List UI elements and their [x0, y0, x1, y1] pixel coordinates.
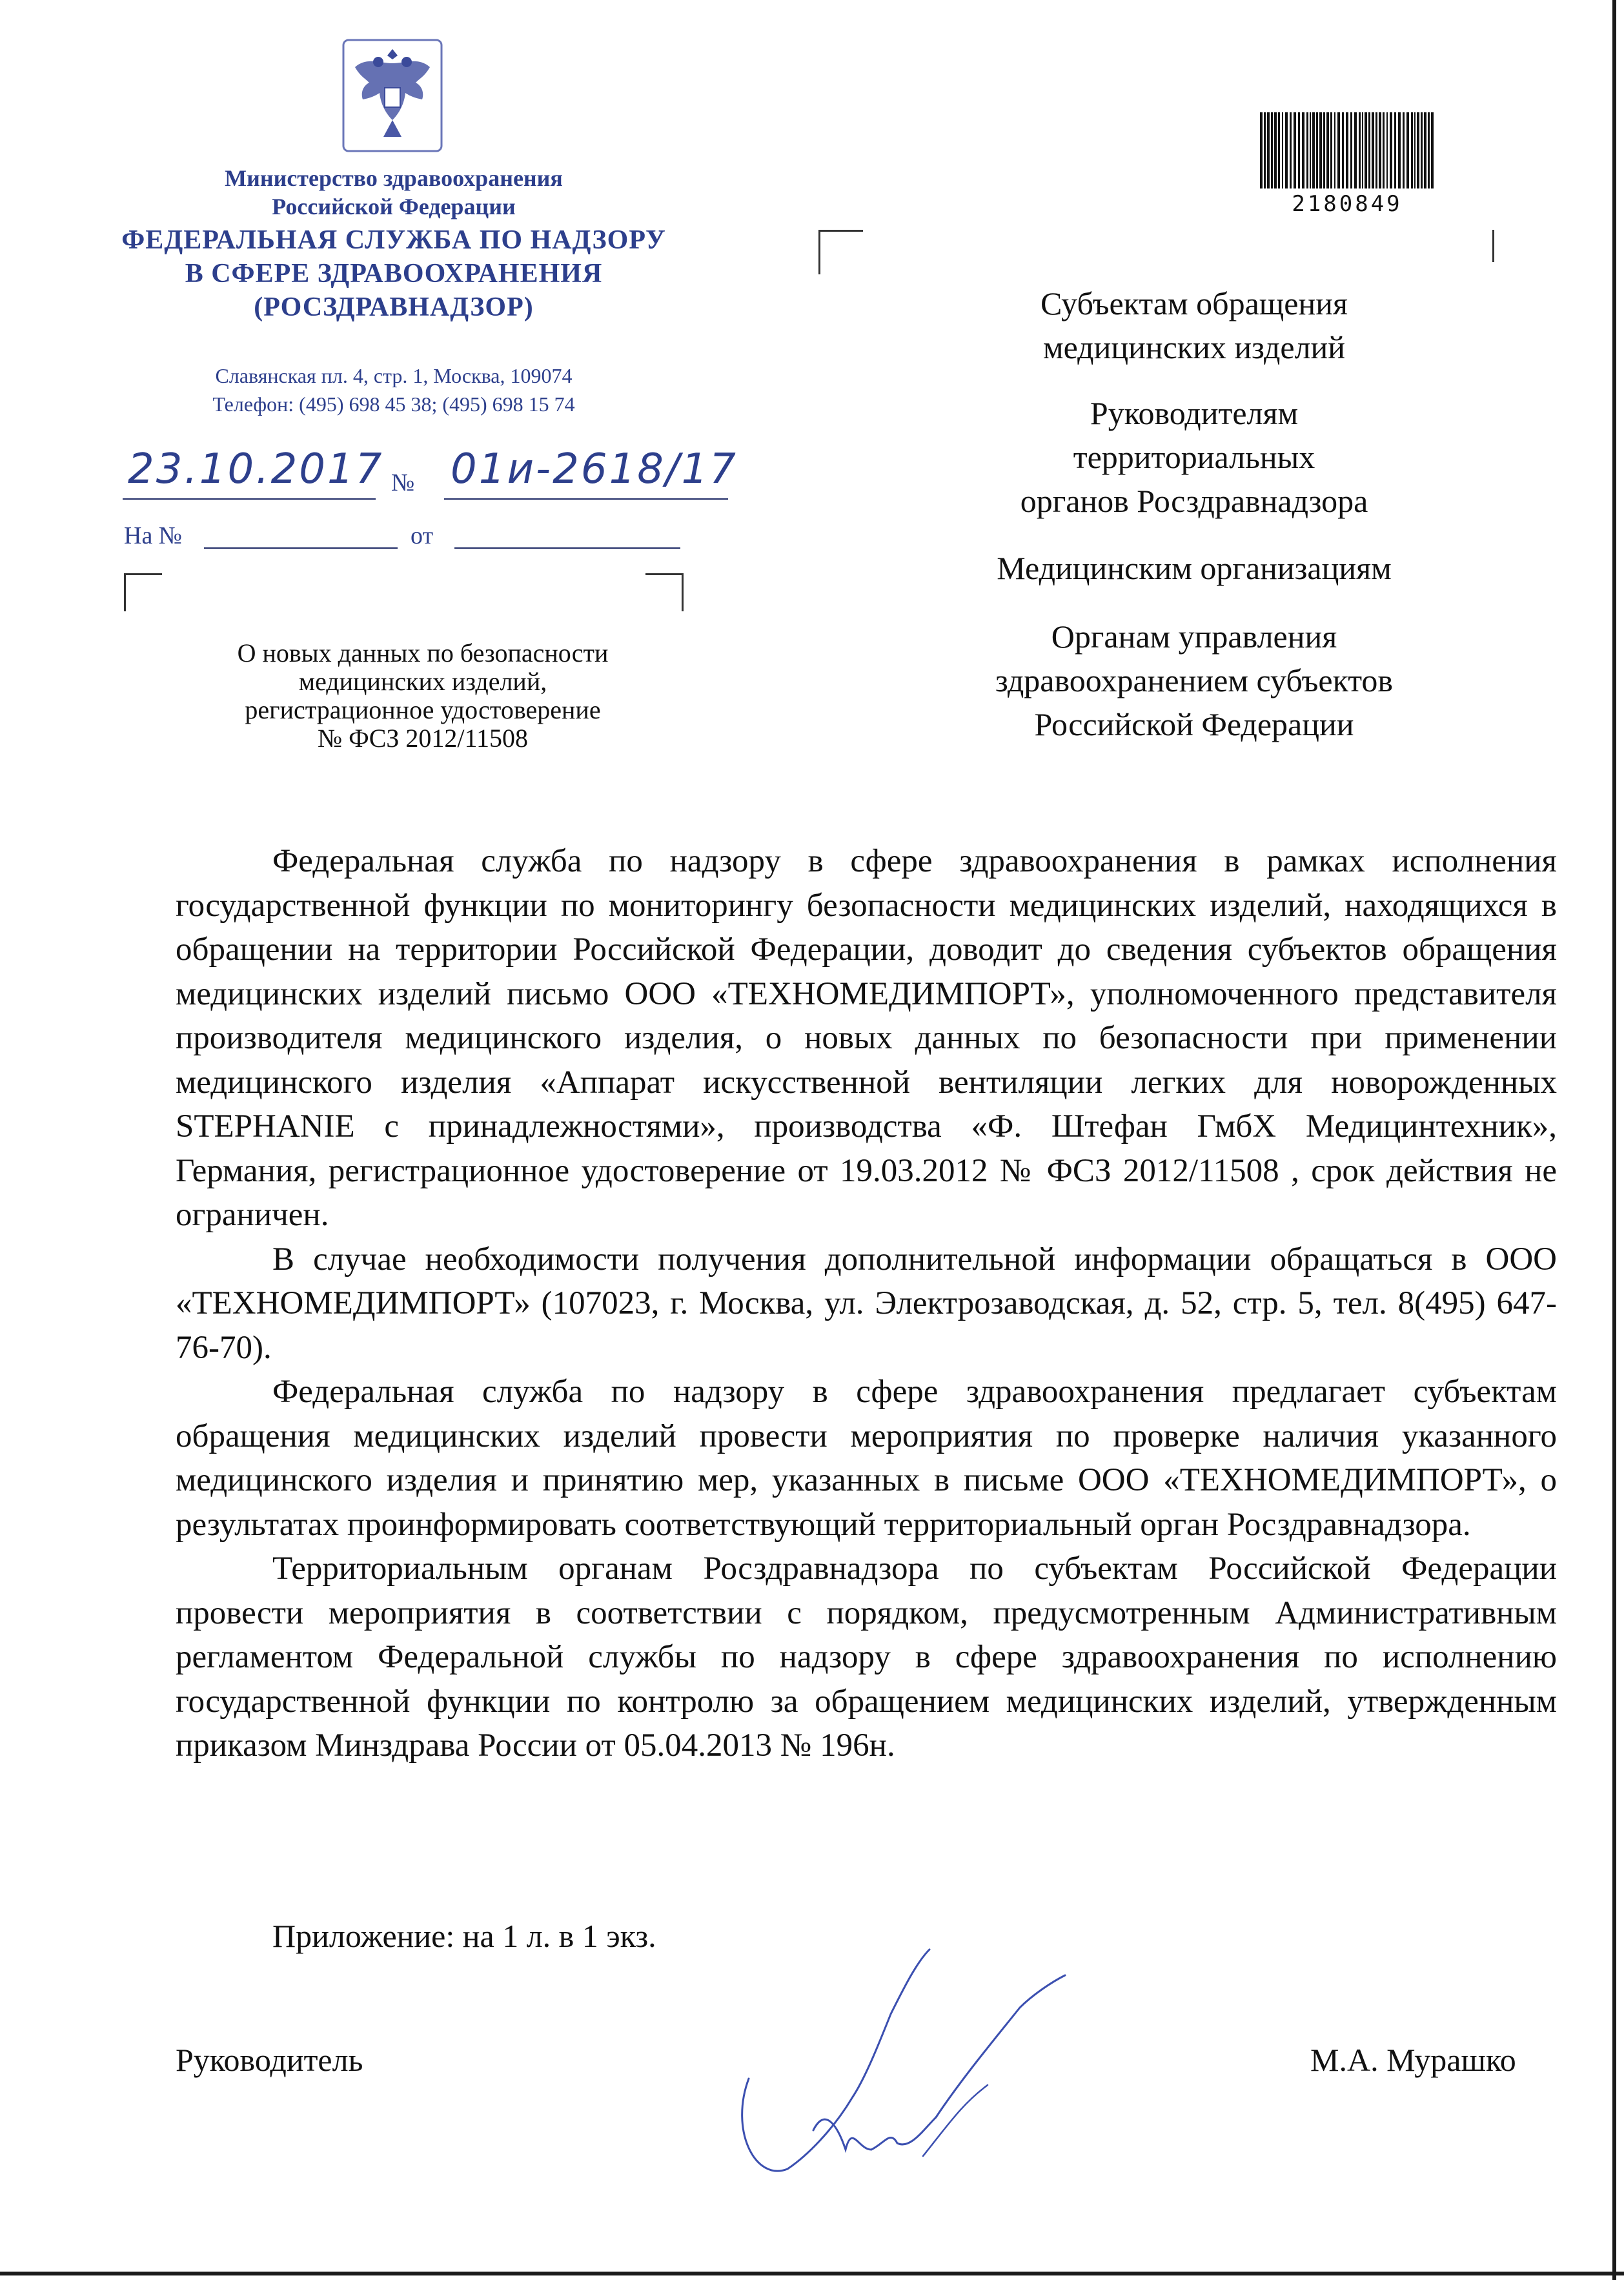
letter-date: 23.10.2017 [128, 445, 384, 493]
barcode-bar [1411, 112, 1413, 188]
barcode-bar [1428, 112, 1430, 188]
na-no-line [204, 547, 398, 549]
barcode-bar [1334, 112, 1335, 188]
barcode-bar [1302, 112, 1304, 188]
addressee-4-line1: Органам управления [1051, 618, 1337, 655]
addressee-1-line2: медицинских изделий [1042, 329, 1346, 365]
barcode-bar [1417, 112, 1419, 188]
body-paragraph-3: Федеральная служба по надзору в сфере здравоохранения предлагает субъектам обращения медицинских изделий провести мероприятия по проверке наличия указанного медицинского изделия и принятию мер, указанных в письме ООО «ТЕХНОМЕДИМПОРТ», о результатах проинформировать соответствующий территориальный орган Росздравнадзора. [176, 1374, 1557, 1543]
scan-edge-bottom [0, 2272, 1624, 2275]
ministry-line1: Министерство здравоохранения [225, 165, 563, 191]
barcode-bar [1290, 112, 1292, 188]
barcode-bar [1271, 112, 1273, 188]
barcode-bar [1316, 112, 1318, 188]
barcode-bar [1278, 112, 1280, 188]
barcode-bar [1330, 112, 1332, 188]
barcode-bar [1431, 112, 1434, 188]
barcode-bar [1365, 112, 1367, 188]
barcode-bar [1306, 112, 1308, 188]
barcode [1256, 108, 1438, 196]
addressee-bracket-right [1450, 230, 1494, 262]
agency-address [148, 361, 639, 418]
addressee-2-line2: территориальных [1073, 439, 1315, 475]
barcode-bar [1342, 112, 1344, 188]
barcode-bar [1372, 112, 1374, 188]
address-line2: Телефон: (495) 698 45 38; (495) 698 15 74 [212, 392, 575, 416]
body-paragraph-1: Федеральная служба по надзору в сфере здравоохранения в рамках исполнения государственной функции по мониторингу безопасности медицинских изделий, находящихся в обращении на территории Российской Федерации, доводит до сведения субъектов обращения медицинских изделий письмо ООО «ТЕХНОМЕДИМПОРТ», уполномоченного представителя производителя медицинского изделия, о новых данных по безопасности при применении медицинского изделия «Аппарат искусственной вентиляции легких для новорожденных STEPHANIE с принадлежностями», производства «Ф. Штефан ГмбХ Медицинтехник», Германия, регистрационное удостоверение от 19.03.2012 № ФСЗ 2012/11508 , срок действия не ограничен. [176, 843, 1557, 1233]
barcode-bar [1337, 112, 1340, 188]
barcode-bar [1267, 112, 1270, 188]
attachment-note: Приложение: на 1 л. в 1 экз. [272, 1918, 656, 1954]
ministry-name [148, 164, 639, 221]
barcode-bar [1379, 112, 1381, 188]
barcode-bar [1368, 112, 1370, 188]
agency-line1: ФЕДЕРАЛЬНАЯ СЛУЖБА ПО НАДЗОРУ [121, 225, 666, 255]
barcode-bar [1294, 112, 1296, 188]
barcode-bar [1350, 112, 1352, 188]
barcode-bar [1323, 112, 1325, 188]
agency-line2: В СФЕРЕ ЗДРАВООХРАНЕНИЯ [185, 259, 603, 289]
barcode-bar [1386, 112, 1388, 188]
scan-edge-right [1612, 0, 1616, 2280]
barcode-bar [1359, 112, 1361, 188]
subject-line4: № ФСЗ 2012/11508 [317, 724, 529, 753]
ot-label: от [411, 522, 434, 549]
barcode-bar [1264, 112, 1266, 188]
addressee-1-line1: Субъектам обращения [1040, 285, 1348, 321]
signer-name: М.А. Мурашко [1310, 2042, 1516, 2078]
barcode-bar [1362, 112, 1363, 188]
barcode-bar [1326, 112, 1329, 188]
subject-bracket-right [645, 573, 684, 611]
addressee-3-line1: Медицинским организациям [997, 550, 1392, 586]
ot-line [454, 547, 680, 549]
na-no-label: На № [124, 522, 183, 549]
number-sign: № [391, 469, 415, 496]
barcode-bar [1319, 112, 1322, 188]
barcode-bar [1398, 112, 1401, 188]
addressee-group-3 [910, 546, 1478, 590]
letter-reg-number: 01и-2618/17 [451, 445, 738, 493]
addressee-group-1 [910, 281, 1478, 369]
subject-line2: медицинских изделий, [298, 667, 547, 696]
addressee-group-2 [910, 391, 1478, 523]
barcode-bar [1424, 112, 1426, 188]
barcode-bar [1282, 112, 1283, 188]
barcode-bar [1312, 112, 1315, 188]
barcode-bar [1285, 112, 1288, 188]
barcode-bar [1403, 112, 1405, 188]
subject-bracket-left [124, 573, 162, 611]
addressee-4-line2: здравоохранением субъектов [995, 662, 1394, 698]
barcode-bar [1274, 112, 1277, 188]
letter-body [176, 839, 1557, 1768]
addressee-group-4 [910, 615, 1478, 746]
signer-position: Руководитель [176, 2042, 363, 2078]
subject-line1: О новых данных по безопасности [237, 638, 609, 667]
handwritten-signature [716, 1937, 1104, 2195]
barcode-bar [1260, 112, 1263, 188]
addressee-2-line3: органов Росздравнадзора [1020, 483, 1368, 519]
barcode-bar [1406, 112, 1409, 188]
body-paragraph-2: В случае необходимости получения дополнительной информации обращаться в ООО «ТЕХНОМЕДИМПОРТ» (107023, г. Москва, ул. Электрозаводская, д. 52, стр. 5, тел. 8(495) 647-76-70). [176, 1241, 1557, 1366]
coat-of-arms-emblem [341, 37, 444, 154]
letter-subject [181, 639, 665, 753]
barcode-bar [1298, 112, 1300, 188]
agency-line3: (РОСЗДРАВНАДЗОР) [254, 292, 534, 322]
agency-name [97, 223, 691, 324]
subject-line3: регистрационное удостоверение [245, 695, 601, 724]
barcode-bar [1394, 112, 1396, 188]
barcode-bar [1375, 112, 1377, 188]
barcode-bar [1354, 112, 1357, 188]
ministry-line2: Российской Федерации [272, 194, 516, 219]
body-paragraph-4: Территориальным органам Росздравнадзора по субъектам Российской Федерации провести мероприятия в соответствии с порядком, предусмотренным Административным регламентом Федеральной службы по надзору в сфере здравоохранения по исполнению государственной функции по контролю за обращением медицинских изделий, утвержденным приказом Минздрава России от 05.04.2013 № 196н. [176, 1551, 1557, 1764]
barcode-bar [1390, 112, 1392, 188]
barcode-bar [1421, 112, 1423, 188]
barcode-bar [1346, 112, 1348, 188]
barcode-bar [1414, 112, 1416, 188]
reg-number-underline [444, 498, 728, 500]
addressee-4-line3: Российской Федерации [1034, 706, 1354, 742]
addressee-bracket-left [818, 230, 863, 274]
barcode-bar [1310, 112, 1311, 188]
barcode-number: 2180849 [1292, 191, 1403, 217]
barcode-bar [1383, 112, 1385, 188]
addressee-2-line1: Руководителям [1090, 395, 1299, 431]
date-underline [123, 498, 376, 500]
address-line1: Славянская пл. 4, стр. 1, Москва, 109074 [215, 364, 573, 387]
